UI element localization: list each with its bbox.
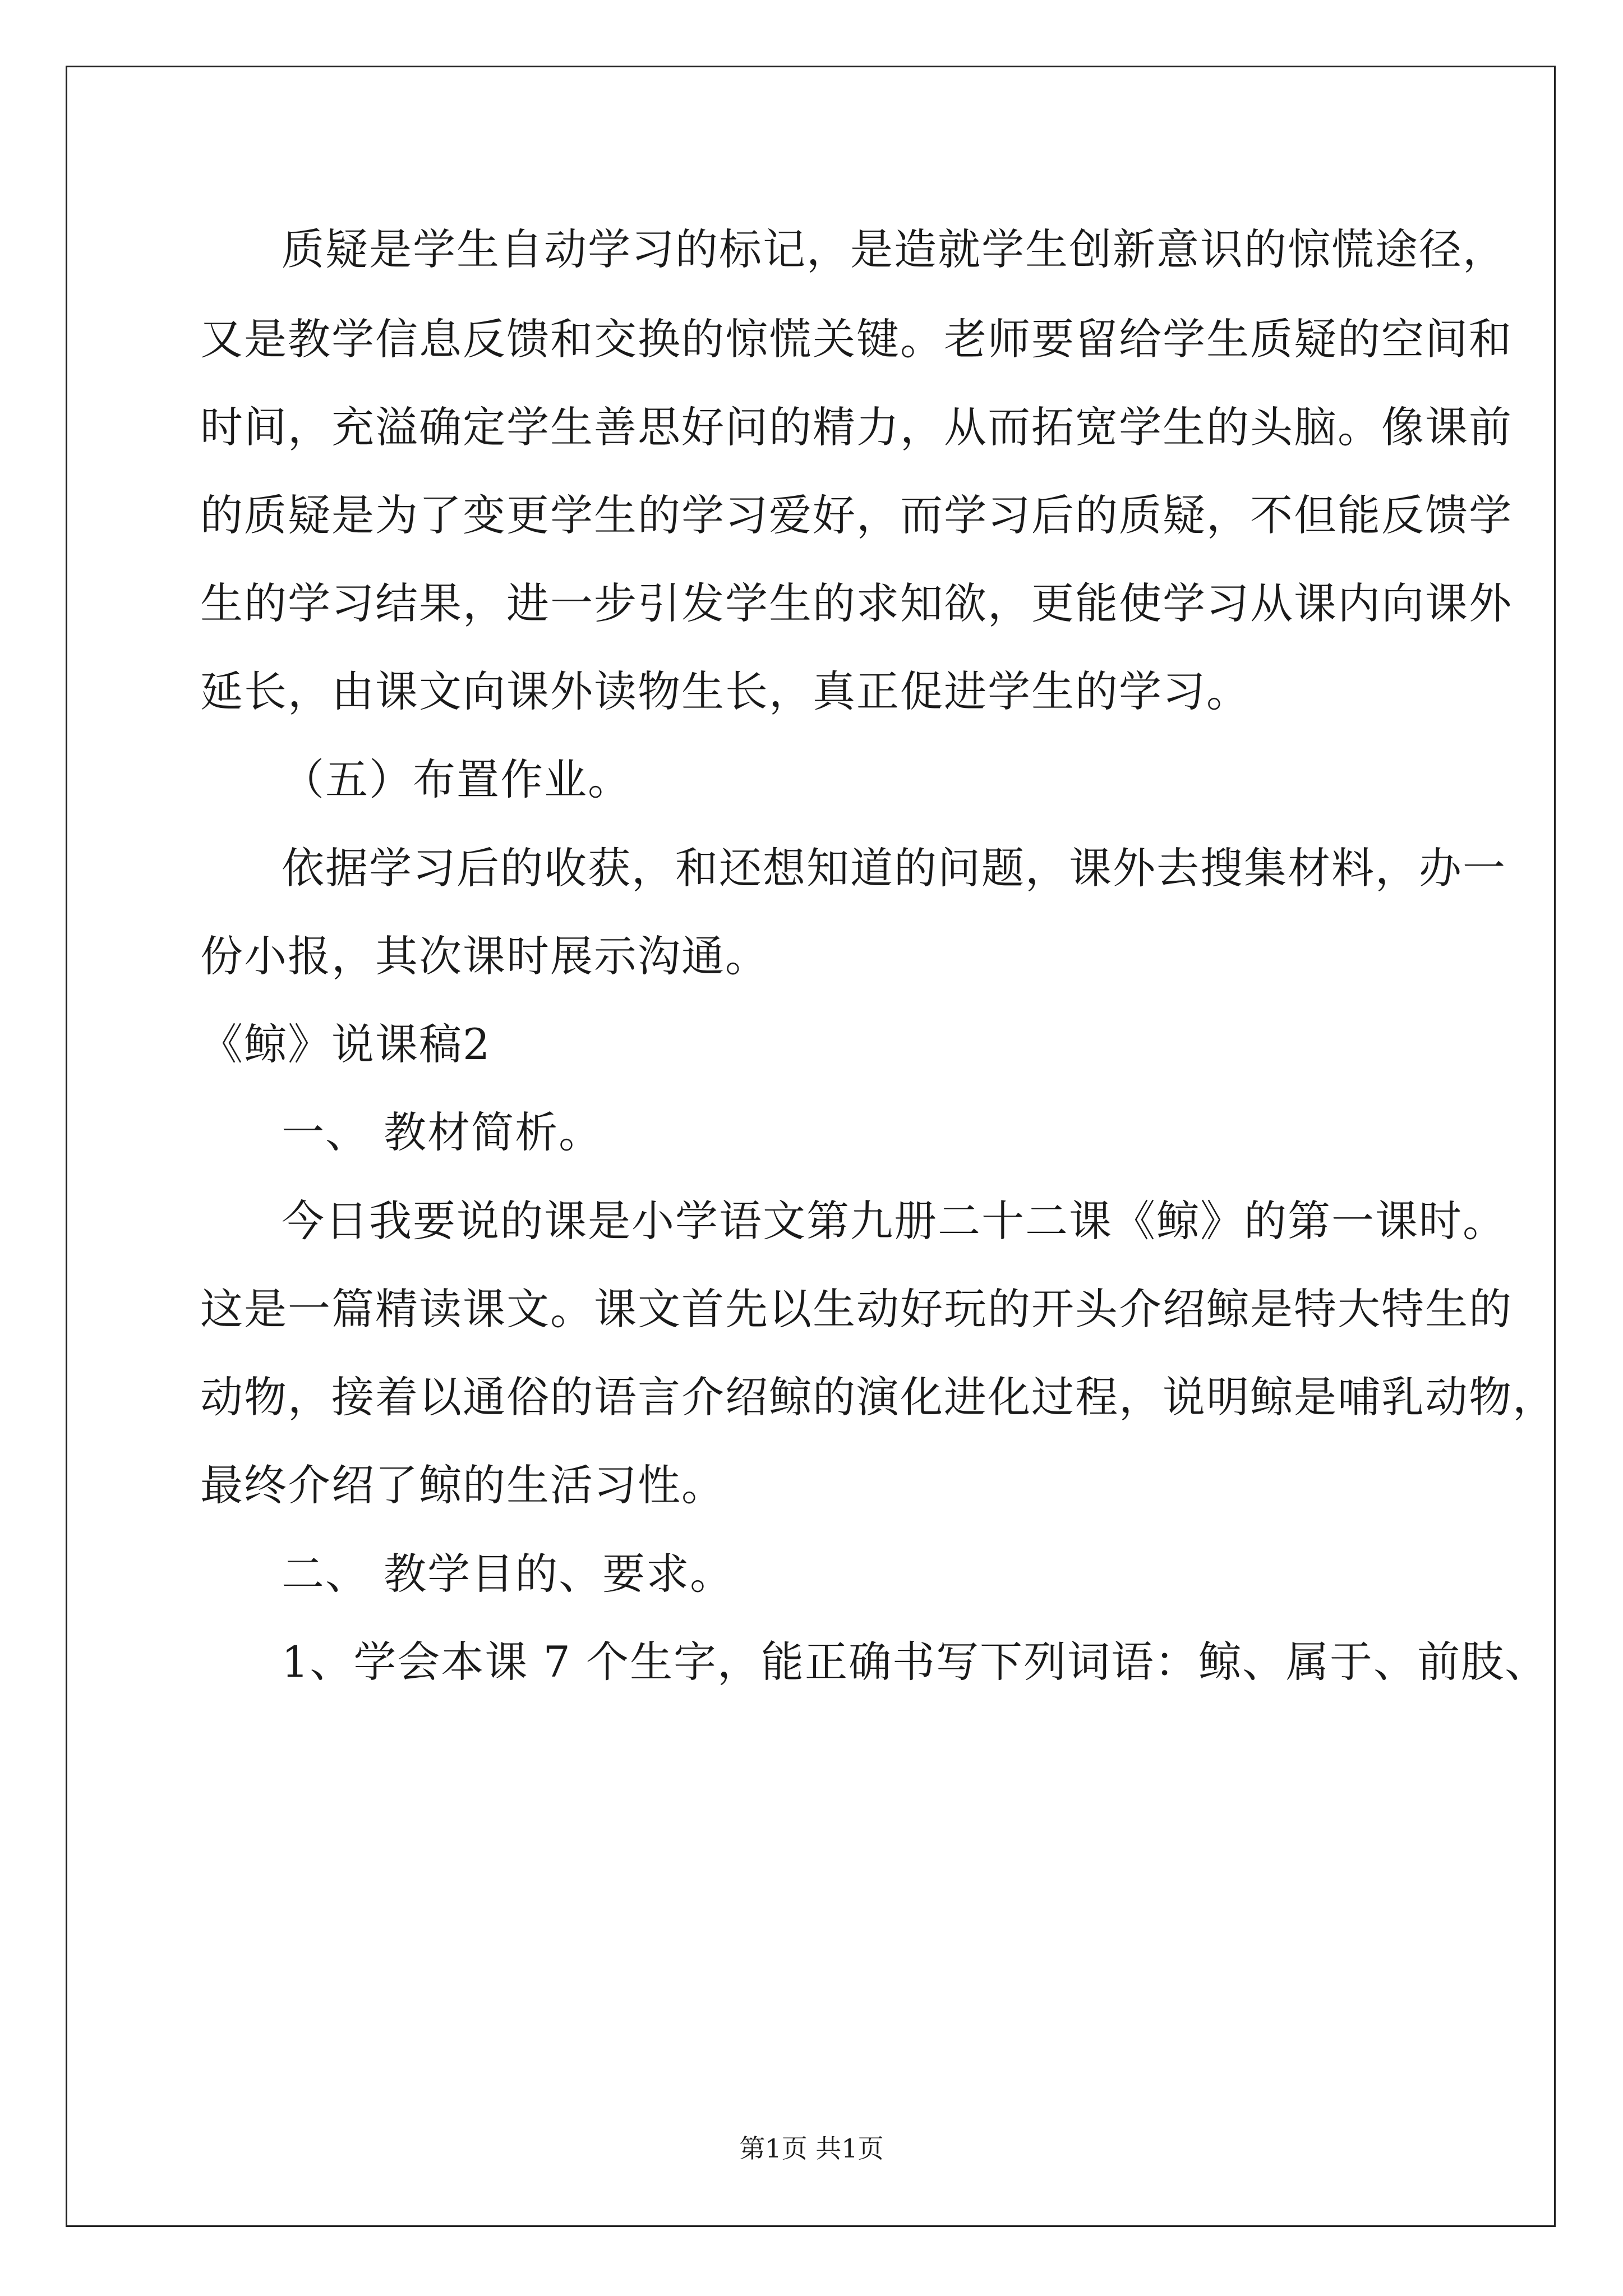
section-heading: （五）布置作业。 (282, 754, 631, 804)
page-footer: 第1页 共1页 (739, 2133, 884, 2164)
paragraph-line: 1、学会本课 7 个生字，能正确书写下列词语：鲸、属于、前肢、 (282, 1637, 1549, 1687)
paragraph-line: 质疑是学生自动学习的标记，是造就学生创新意识的惊慌途径， (282, 224, 1506, 274)
paragraph-line: 生的学习结果，进一步引发学生的求知欲，更能使学习从课内向课外 (200, 578, 1513, 628)
document-title: 《鲸》说课稿2 (200, 1019, 491, 1069)
paragraph-line: 最终介绍了鲸的生活习性。 (200, 1460, 725, 1510)
paragraph-line: 依据学习后的收获，和还想知道的问题，课外去搜集材料，办一 (282, 843, 1506, 893)
paragraph-line: 动物，接着以通俗的语言介绍鲸的演化进化过程，说明鲸是哺乳动物， (200, 1372, 1556, 1422)
section-heading: 一、 教材简析。 (282, 1107, 603, 1157)
paragraph-line: 份小报，其次课时展示沟通。 (200, 931, 769, 981)
paragraph-line: 这是一篇精读课文。课文首先以生动好玩的开头介绍鲸是特大特生的 (200, 1284, 1513, 1334)
paragraph-line: 的质疑是为了变更学生的学习爱好，而学习后的质疑，不但能反馈学 (200, 490, 1513, 540)
paragraph-line: 延长，由课文向课外读物生长，真正促进学生的学习。 (200, 666, 1250, 716)
paragraph-line: 时间，充溢确定学生善思好问的精力，从而拓宽学生的头脑。像课前 (200, 402, 1513, 452)
section-heading: 二、 教学目的、要求。 (282, 1549, 734, 1599)
paragraph-line: 今日我要说的课是小学语文第九册二十二课《鲸》的第一课时。 (282, 1196, 1506, 1246)
paragraph-line: 又是教学信息反馈和交换的惊慌关键。老师要留给学生质疑的空间和 (200, 314, 1513, 364)
